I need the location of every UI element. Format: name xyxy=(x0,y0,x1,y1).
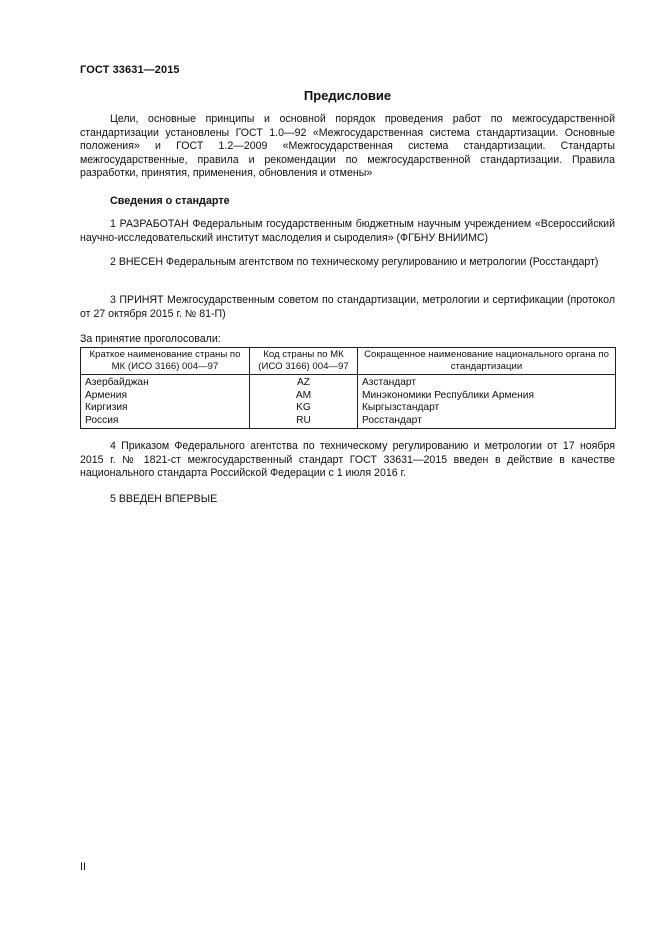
table-row xyxy=(81,375,616,390)
column-header-country: Краткое наименование страны по МК (ИСО 3166) 004—97 xyxy=(81,348,250,375)
item-developed: 1 РАЗРАБОТАН Федеральным государственным бюджетным научным учреждением «Всероссийский научно-исследовательский институт маслоделия и сыроделия» (ФГБНУ ВНИИМС) xyxy=(80,218,615,244)
table-row xyxy=(81,415,616,429)
body-cell: Минэкономики Республики Армения xyxy=(358,390,616,403)
item-first-introduced: 5 ВВЕДЕН ВПЕРВЫЕ xyxy=(110,493,218,505)
page-number: II xyxy=(80,861,87,873)
table-row xyxy=(81,402,616,415)
country-cell: Армения xyxy=(81,390,250,403)
votes-caption: За принятие проголосовали: xyxy=(80,333,221,345)
body-cell: Азстандарт xyxy=(358,375,616,390)
code-cell: KG xyxy=(250,402,358,415)
column-header-code: Код страны по МК (ИСО 3166) 004—97 xyxy=(250,348,358,375)
info-heading: Сведения о стандарте xyxy=(110,195,230,207)
body-cell: Кыргызстандарт xyxy=(358,402,616,415)
document-id-header: ГОСТ 33631—2015 xyxy=(80,64,180,76)
votes-table-header-row xyxy=(81,348,616,375)
code-cell: RU xyxy=(250,415,358,429)
votes-table xyxy=(80,347,616,429)
intro-paragraph: Цели, основные принципы и основной порядок проведения работ по межгосударственной стандартизации установлены ГОСТ 1.0—92 «Межгосударственная система стандартизации. Основные положения» и ГОСТ 1.2—2009 «Межгосударственная система стандартизации. Стандарты межгосударственные, правила и рекомендации по межгосударственной стандартизации. Правила разработки, принятия, применения, обновления и отмены» xyxy=(80,113,615,180)
document-page xyxy=(80,0,615,935)
code-cell: AZ xyxy=(250,375,358,390)
table-row xyxy=(81,390,616,403)
item-enacted: 4 Приказом Федерального агентства по техническому регулированию и метрологии от 17 ноября 2015 г. № 1821-ст межгосударственный стандарт ГОСТ 33631—2015 введен в действие в качестве национального стандарта Российской Федерации с 1 июля 2016 г. xyxy=(80,440,615,480)
item-adopted: 3 ПРИНЯТ Межгосударственным советом по стандартизации, метрологии и сертификации (протокол от 27 октября 2015 г. № 81-П) xyxy=(80,294,615,320)
body-cell: Росстандарт xyxy=(358,415,616,429)
code-cell: AM xyxy=(250,390,358,403)
section-title: Предисловие xyxy=(303,88,392,103)
country-cell: Азербайджан xyxy=(81,375,250,390)
country-cell: Россия xyxy=(81,415,250,429)
item-introduced: 2 ВНЕСЕН Федеральным агентством по техническому регулированию и метрологии (Росстандарт) xyxy=(110,256,599,268)
country-cell: Киргизия xyxy=(81,402,250,415)
column-header-body: Сокращенное наименование национального органа по стандартизации xyxy=(358,348,616,375)
